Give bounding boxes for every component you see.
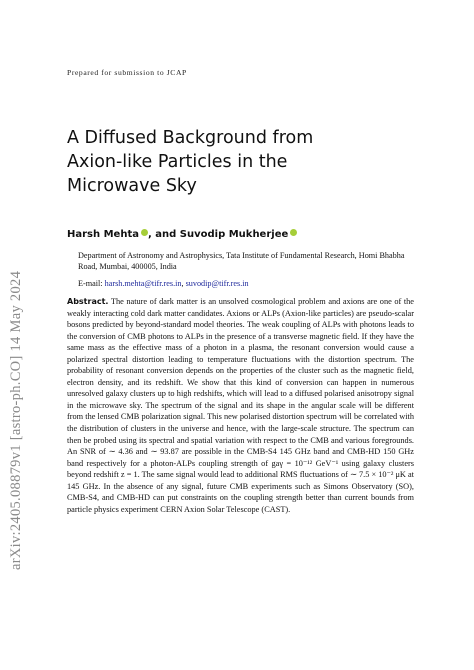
email-link[interactable]: suvodip@tifr.res.in [185,279,249,288]
submission-note: Prepared for submission to JCAP [67,68,187,77]
abstract [67,296,414,515]
paper-title [67,126,407,198]
orcid-icon[interactable] [141,229,148,236]
affiliation: Department of Astronomy and Astrophysics, Tata Institute of Fundamental Research, Homi Bhabha Road, Mumbai, 400005, India [78,251,405,271]
author-connector: , and [147,229,180,240]
author-name: Suvodip Mukherjee [179,229,289,240]
email-line [78,279,249,288]
arxiv-identifier[interactable]: arXiv:2405.08879v1 [astro-ph.CO] 14 May 2024 [8,270,24,570]
email-separator: , [181,279,186,288]
abstract-label: Abstract. [67,297,109,306]
orcid-icon[interactable] [290,229,297,236]
author-name: Harsh Mehta [67,229,139,240]
email-link[interactable]: harsh.mehta@tifr.res.in [104,279,182,288]
email-label: E-mail: [78,279,105,288]
title-line: Axion-like Particles in the [67,152,288,172]
title-line: A Diffused Background from [67,128,314,148]
abstract-text: The nature of dark matter is an unsolved cosmological problem and axions are one of the weakly interacting cold dark matter candidates. Axions or ALPs (Axion-like particles) are pseudo-scalar bosons predicted by beyond-standard model theories. The weak coupling of ALPs with photons leads to the conversion of CMB photons to ALPs in the presence of a transverse magnetic field. If they have the same mass as the effective mass of a photon in a plasma, the resonant conversion would cause a polarized spectral distortion leading to temperature fluctuations with the distortion spectrum. The probability of resonant conversion depends on the properties of the cluster such as the magnetic field, electron density, and its redshift. We show that this kind of conversion can happen in numerous unresolved galaxy clusters up to high redshifts, which will lead to a diffused polarised anisotropy signal in the microwave sky. The spectrum of the signal and its shape in the angular scale will be different from the lensed CMB polarization signal. This new polarised distortion spectrum will be correlated with the distribution of clusters in the universe and hence, with the large-scale structure. The spectrum can then be probed using its spectral and spatial variation with respect to the CMB and various foregrounds. An SNR of ∼ 4.36 and ∼ 93.87 are possible in the CMB-S4 145 GHz band and CMB-HD 150 GHz band respectively for a photon-ALPs coupling strength of gaγ = 10⁻¹² GeV⁻¹ using galaxy clusters beyond redshift z = 1. The same signal would lead to additional RMS fluctuations of ∼ 7.5 × 10⁻² μK at 145 GHz. In the absence of any signal, future CMB experiments such as Simons Observatory (SO), CMB-S4, and CMB-HD can put constraints on the coupling strength better than current bounds from particle physics experiment CERN Axion Solar Telescope (CAST). [67,297,414,514]
author-list [67,229,297,240]
title-line: Microwave Sky [67,176,197,196]
